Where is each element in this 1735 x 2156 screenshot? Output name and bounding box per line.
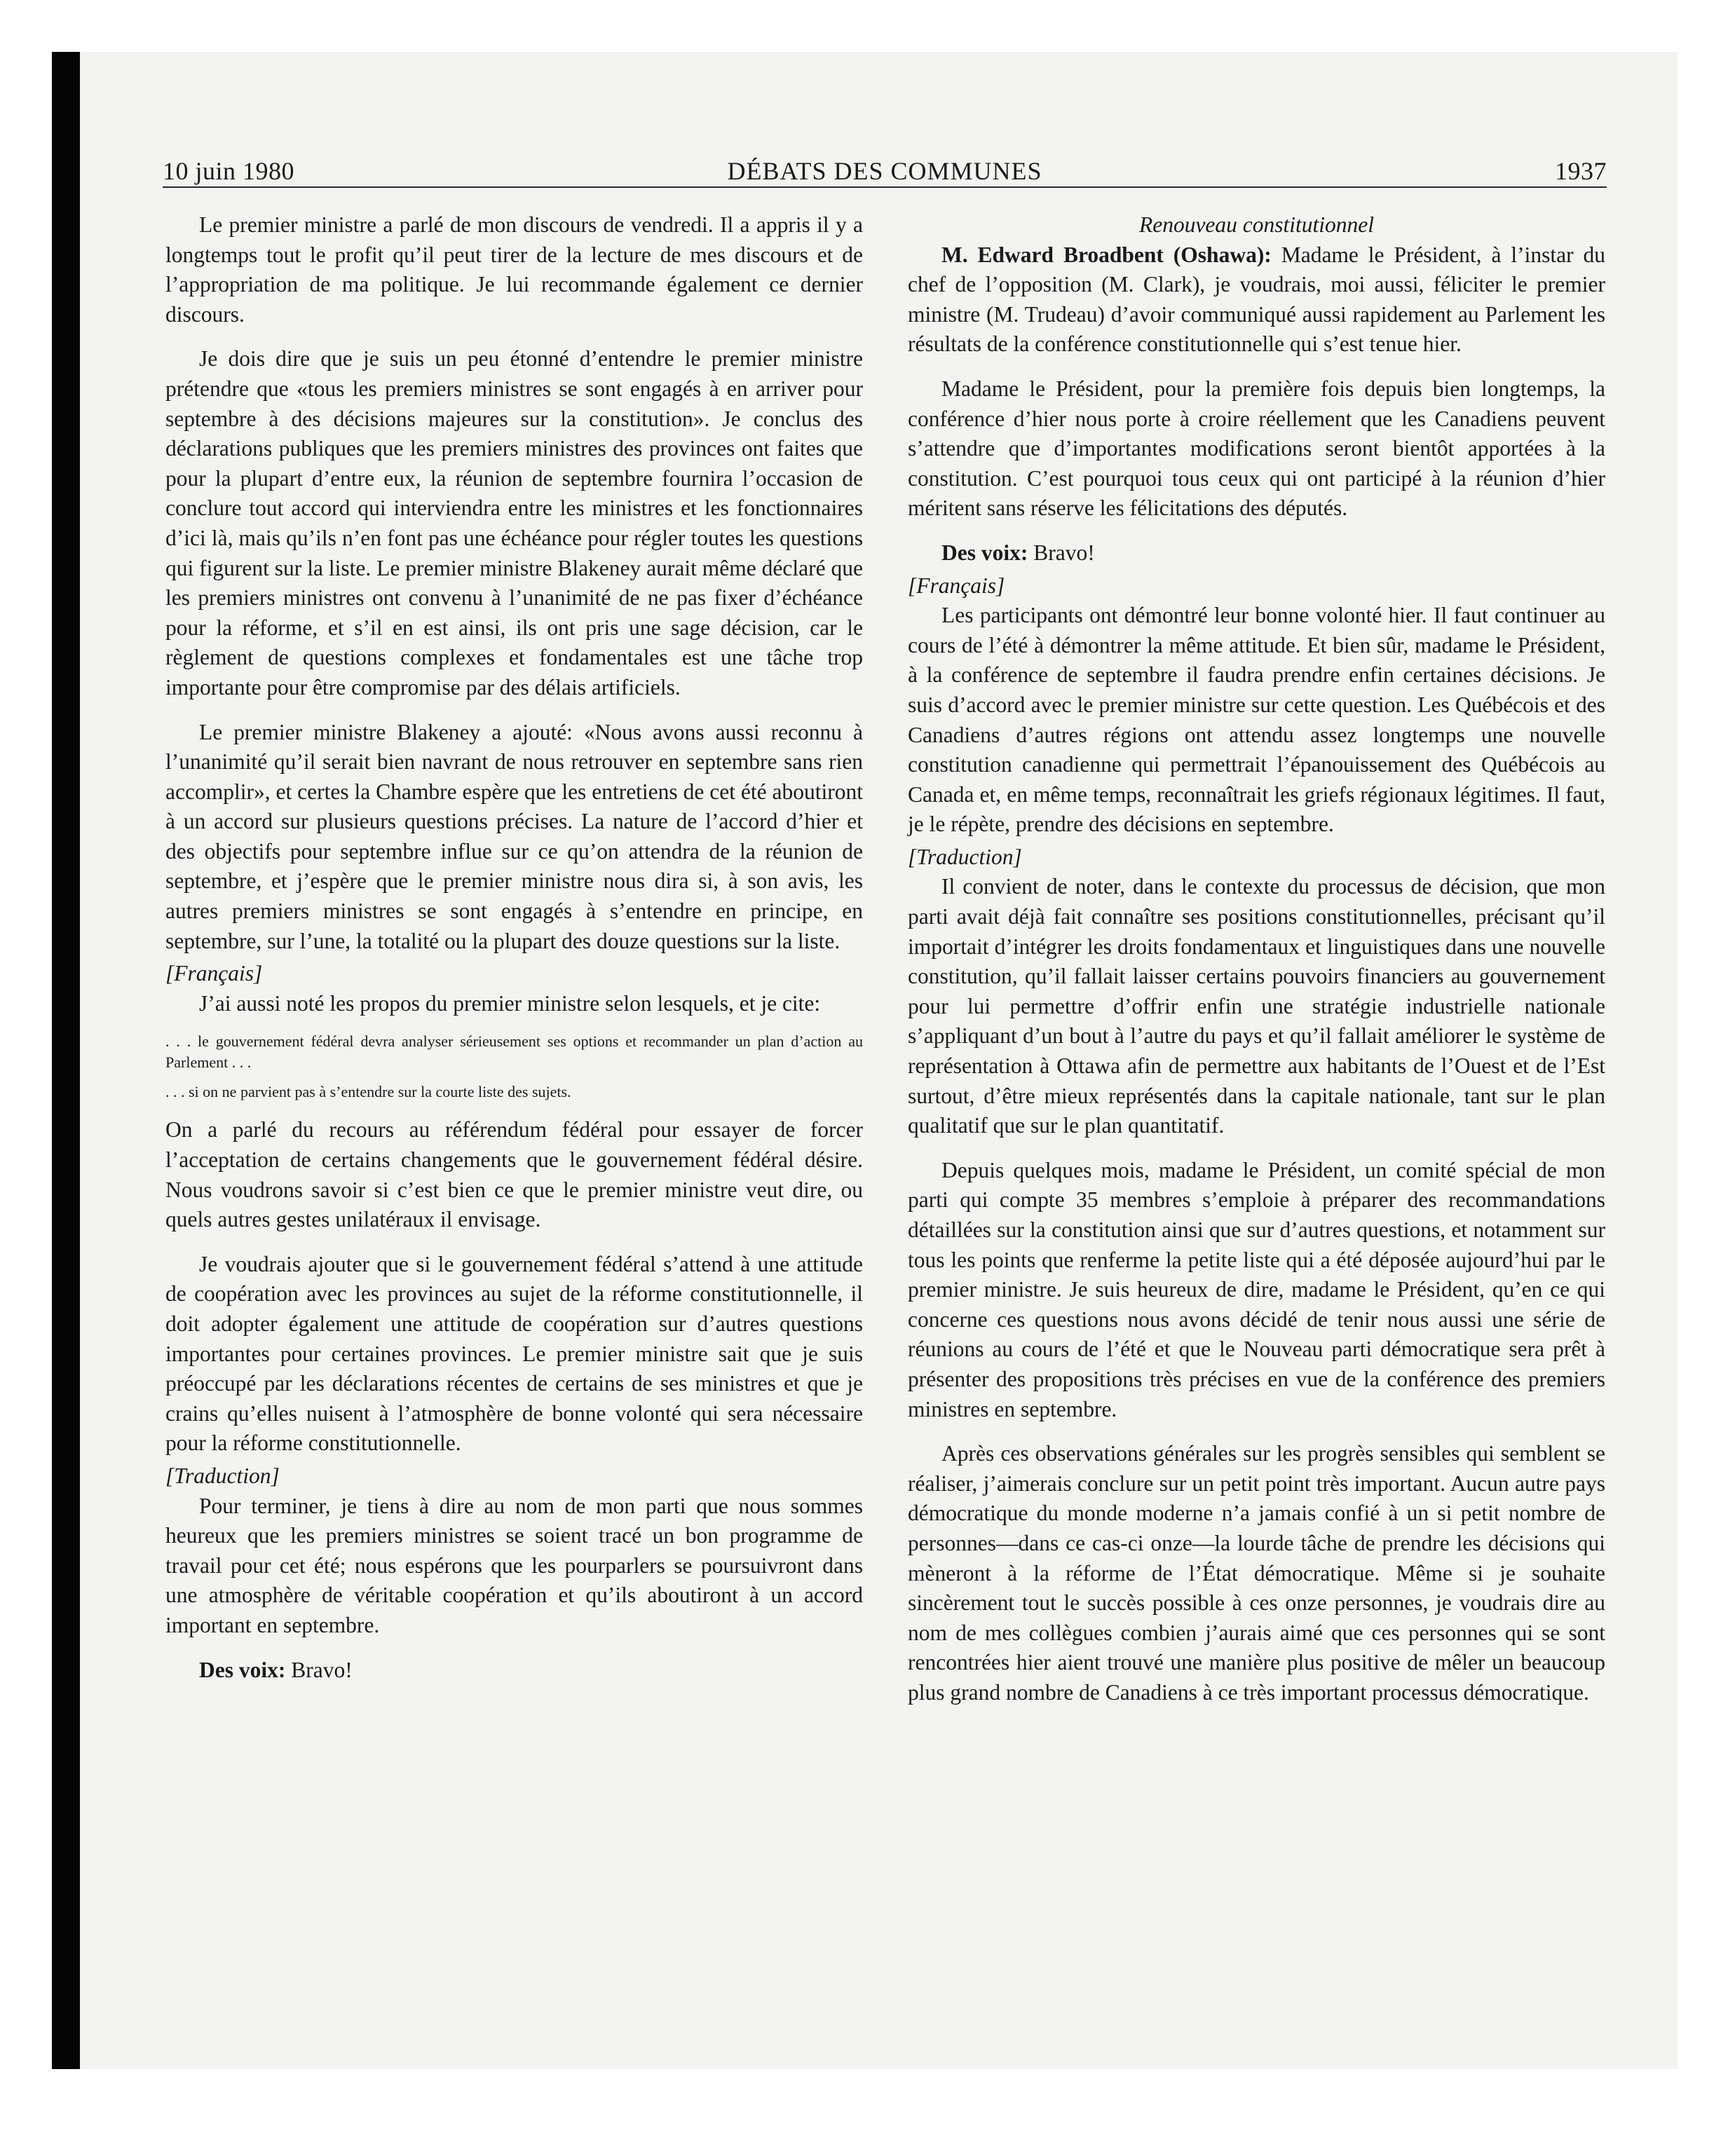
language-marker: [Traduction] <box>165 1463 280 1488</box>
paragraph: Depuis quelques mois, madame le Président, un comité spécial de mon parti qui compte 35 membres s’emploie à préparer des recommandations détaillées sur la constitution ainsi que sur d’autres questions, et notamment sur tous les points que renferme la petite liste qui a été déposée aujourd’hui par le premier ministre. Je suis heureux de dire, madame le Président, qu’en ce qui concerne ces questions nous avons décidé de tenir nous aussi une série de réunions au cours de l’été et que le Nouveau parti démocratique sera prêt à présenter des propositions très précises en vue de la conférence des premiers ministres en septembre. <box>908 1157 1605 1421</box>
header-date: 10 juin 1980 <box>163 157 295 185</box>
left-column <box>165 210 863 1685</box>
right-column <box>908 210 1605 1708</box>
language-marker: [Français] <box>165 961 263 986</box>
speaker-name: M. Edward Broadbent (Oshawa): <box>941 242 1272 267</box>
interjection-speaker: Des voix: <box>199 1657 286 1682</box>
paragraph: Après ces observations générales sur les progrès sensibles qui semblent se réaliser, j’aimerais conclure sur un petit point très important. Aucun autre pays démocratique du monde moderne n’a jamais confié à un si petit nombre de personnes—dans ce cas-ci onze—la lourde tâche de prendre les décisions qui mèneront à la réforme de l’État démocratique. Même si je souhaite sincèrement tout le succès possible à ces onze personnes, je voudrais dire au nom de mes collègues combien j’aurais aimé que ces personnes qui se sont rencontrées hier aient trouvé une manière plus positive de mêler un beaucoup plus grand nombre de Canadiens à ce très important processus démocratique. <box>908 1441 1605 1705</box>
paragraph: Le premier ministre Blakeney a ajouté: «Nous avons aussi reconnu à l’unanimité qu’il serait bien navrant de nous retrouver en septembre sans rien accomplir», et certes la Chambre espère que les entretiens de cet été aboutiront à un accord sur plusieurs questions précises. La nature de l’accord d’hier et des objectifs pour septembre influe sur ce qu’on attendra de la réunion de septembre, et j’espère que le premier ministre nous dira si, à son avis, les autres premiers ministres se sont engagés à s’entendre en principe, en septembre, sur l’une, la totalité ou la plupart des douze questions sur la liste. <box>165 719 863 953</box>
header-page-number: 1937 <box>1555 157 1607 185</box>
header-title: DÉBATS DES COMMUNES <box>727 157 1042 185</box>
interjection <box>908 538 1605 568</box>
block-quote: . . . le gouvernement fédéral devra analyser sérieusement ses options et recommander un plan d’action au Parlement . . . <box>165 1032 863 1072</box>
language-marker: [Français] <box>908 573 1005 598</box>
paragraph: Je dois dire que je suis un peu étonné d’entendre le premier ministre prétendre que «tous les premiers ministres se sont engagés à en arriver pour septembre à des décisions majeures sur la constitution». Je conclus des déclarations publiques que les premiers ministres des provinces ont faites que pour la plupart d’entre eux, la réunion de septembre fournira l’occasion de conclure tout accord qui interviendra entre les ministres et les fonctionnaires d’ici là, mais qu’ils n’en font pas une échéance pour régler toutes les questions qui figurent sur la liste. Le premier ministre Blakeney aurait même déclaré que les premiers ministres ont convenu à l’unanimité de ne pas fixer d’échéance pour la réforme, et s’il en est ainsi, ils ont pris une sage décision, car le règlement de questions complexes et fondamentales est une tâche trop importante pour être compromise par des délais artificiels. <box>165 346 863 700</box>
scan-border <box>52 52 80 2069</box>
paragraph: J’ai aussi noté les propos du premier ministre selon lesquels, et je cite: <box>199 990 821 1016</box>
interjection <box>165 1656 863 1686</box>
page-header <box>163 156 1607 188</box>
paragraph: On a parlé du recours au référendum fédéral pour essayer de forcer l’acceptation de certains changements que le gouvernement fédéral désire. Nous voudrons savoir si c’est bien ce que le premier ministre veut dire, ou quels autres gestes unilatéraux il envisage. <box>165 1117 863 1232</box>
interjection-text: Bravo! <box>1028 540 1095 565</box>
interjection-speaker: Des voix: <box>941 540 1028 565</box>
paragraph: Les participants ont démontré leur bonne volonté hier. Il faut continuer au cours de l’été à démontrer la même attitude. Et bien sûr, madame le Président, à la conférence de septembre il faudra prendre enfin certaines décisions. Je suis d’accord avec le premier ministre sur cette question. Les Québécois et des Canadiens d’autres régions ont attendu assez longtemps une nouvelle constitution canadienne qui permettrait l’épanouissement des Québécois au Canada et, en même temps, reconnaîtrait les griefs régionaux légitimes. Il faut, je le répète, prendre des décisions en septembre. <box>908 603 1605 837</box>
block-quote: . . . si on ne parvient pas à s’entendre sur la courte liste des sujets. <box>165 1083 571 1101</box>
interjection-text: Bravo! <box>285 1657 353 1682</box>
paragraph: Je voudrais ajouter que si le gouvernement fédéral s’attend à une attitude de coopération avec les provinces au sujet de la réforme constitutionnelle, il doit adopter également une attitude de coopération sur d’autres questions importantes pour certaines provinces. Le premier ministre sait que je suis préoccupé par les déclarations récentes de certains de ses ministres et que je crains qu’elles nuisent à l’atmosphère de bonne volonté qui sera nécessaire pour la réforme constitutionnelle. <box>165 1251 863 1456</box>
paragraph: Le premier ministre a parlé de mon discours de vendredi. Il a appris il y a longtemps tout le profit qu’il peut tirer de la lecture de mes discours et de l’appropriation de ma politique. Je lui recommande également ce dernier discours. <box>165 212 863 327</box>
paragraph: Il convient de noter, dans le contexte du processus de décision, que mon parti avait déjà fait connaître ses positions constitutionnelles, précisant qu’il importait d’intégrer les droits fondamentaux et linguistiques dans une nouvelle constitution, qu’il fallait laisser certains pouvoirs financiers au gouvernement pour lui permettre d’offrir enfin une stratégie industrielle nationale s’appliquant d’un bout à l’autre du pays et qu’il fallait améliorer le système de représentation à Ottawa afin de permettre aux habitants de l’Ouest et de l’Est surtout, d’être mieux représentés dans la capitale nationale, tant sur le plan qualitatif que sur le plan quantitatif. <box>908 874 1605 1138</box>
paragraph: Madame le Président, pour la première fois depuis bien longtemps, la conférence d’hier nous porte à croire réellement que les Canadiens peuvent s’attendre que d’importantes modifications seront bientôt apportées à la constitution. C’est pourquoi tous ceux qui ont participé à la réunion d’hier méritent sans réserve les félicitations des députés. <box>908 376 1605 521</box>
section-title: Renouveau constitutionnel <box>1138 212 1375 237</box>
speech-paragraph: M. Edward Broadbent (Oshawa): Madame le Président, à l’instar du chef de l’opposition (M. Clark), je voudrais, moi aussi, féliciter le premier ministre (M. Trudeau) d’avoir communiqué aussi rapidement au Parlement les résultats de la conférence constitutionnelle qui s’est tenue hier. <box>908 242 1605 357</box>
language-marker: [Traduction] <box>908 844 1022 869</box>
paragraph: Pour terminer, je tiens à dire au nom de mon parti que nous sommes heureux que les premiers ministres se soient tracé un bon programme de travail pour cet été; nous espérons que les pourparlers se poursuivront dans une atmosphère de véritable coopération et qu’ils aboutiront à un accord important en septembre. <box>165 1493 863 1637</box>
